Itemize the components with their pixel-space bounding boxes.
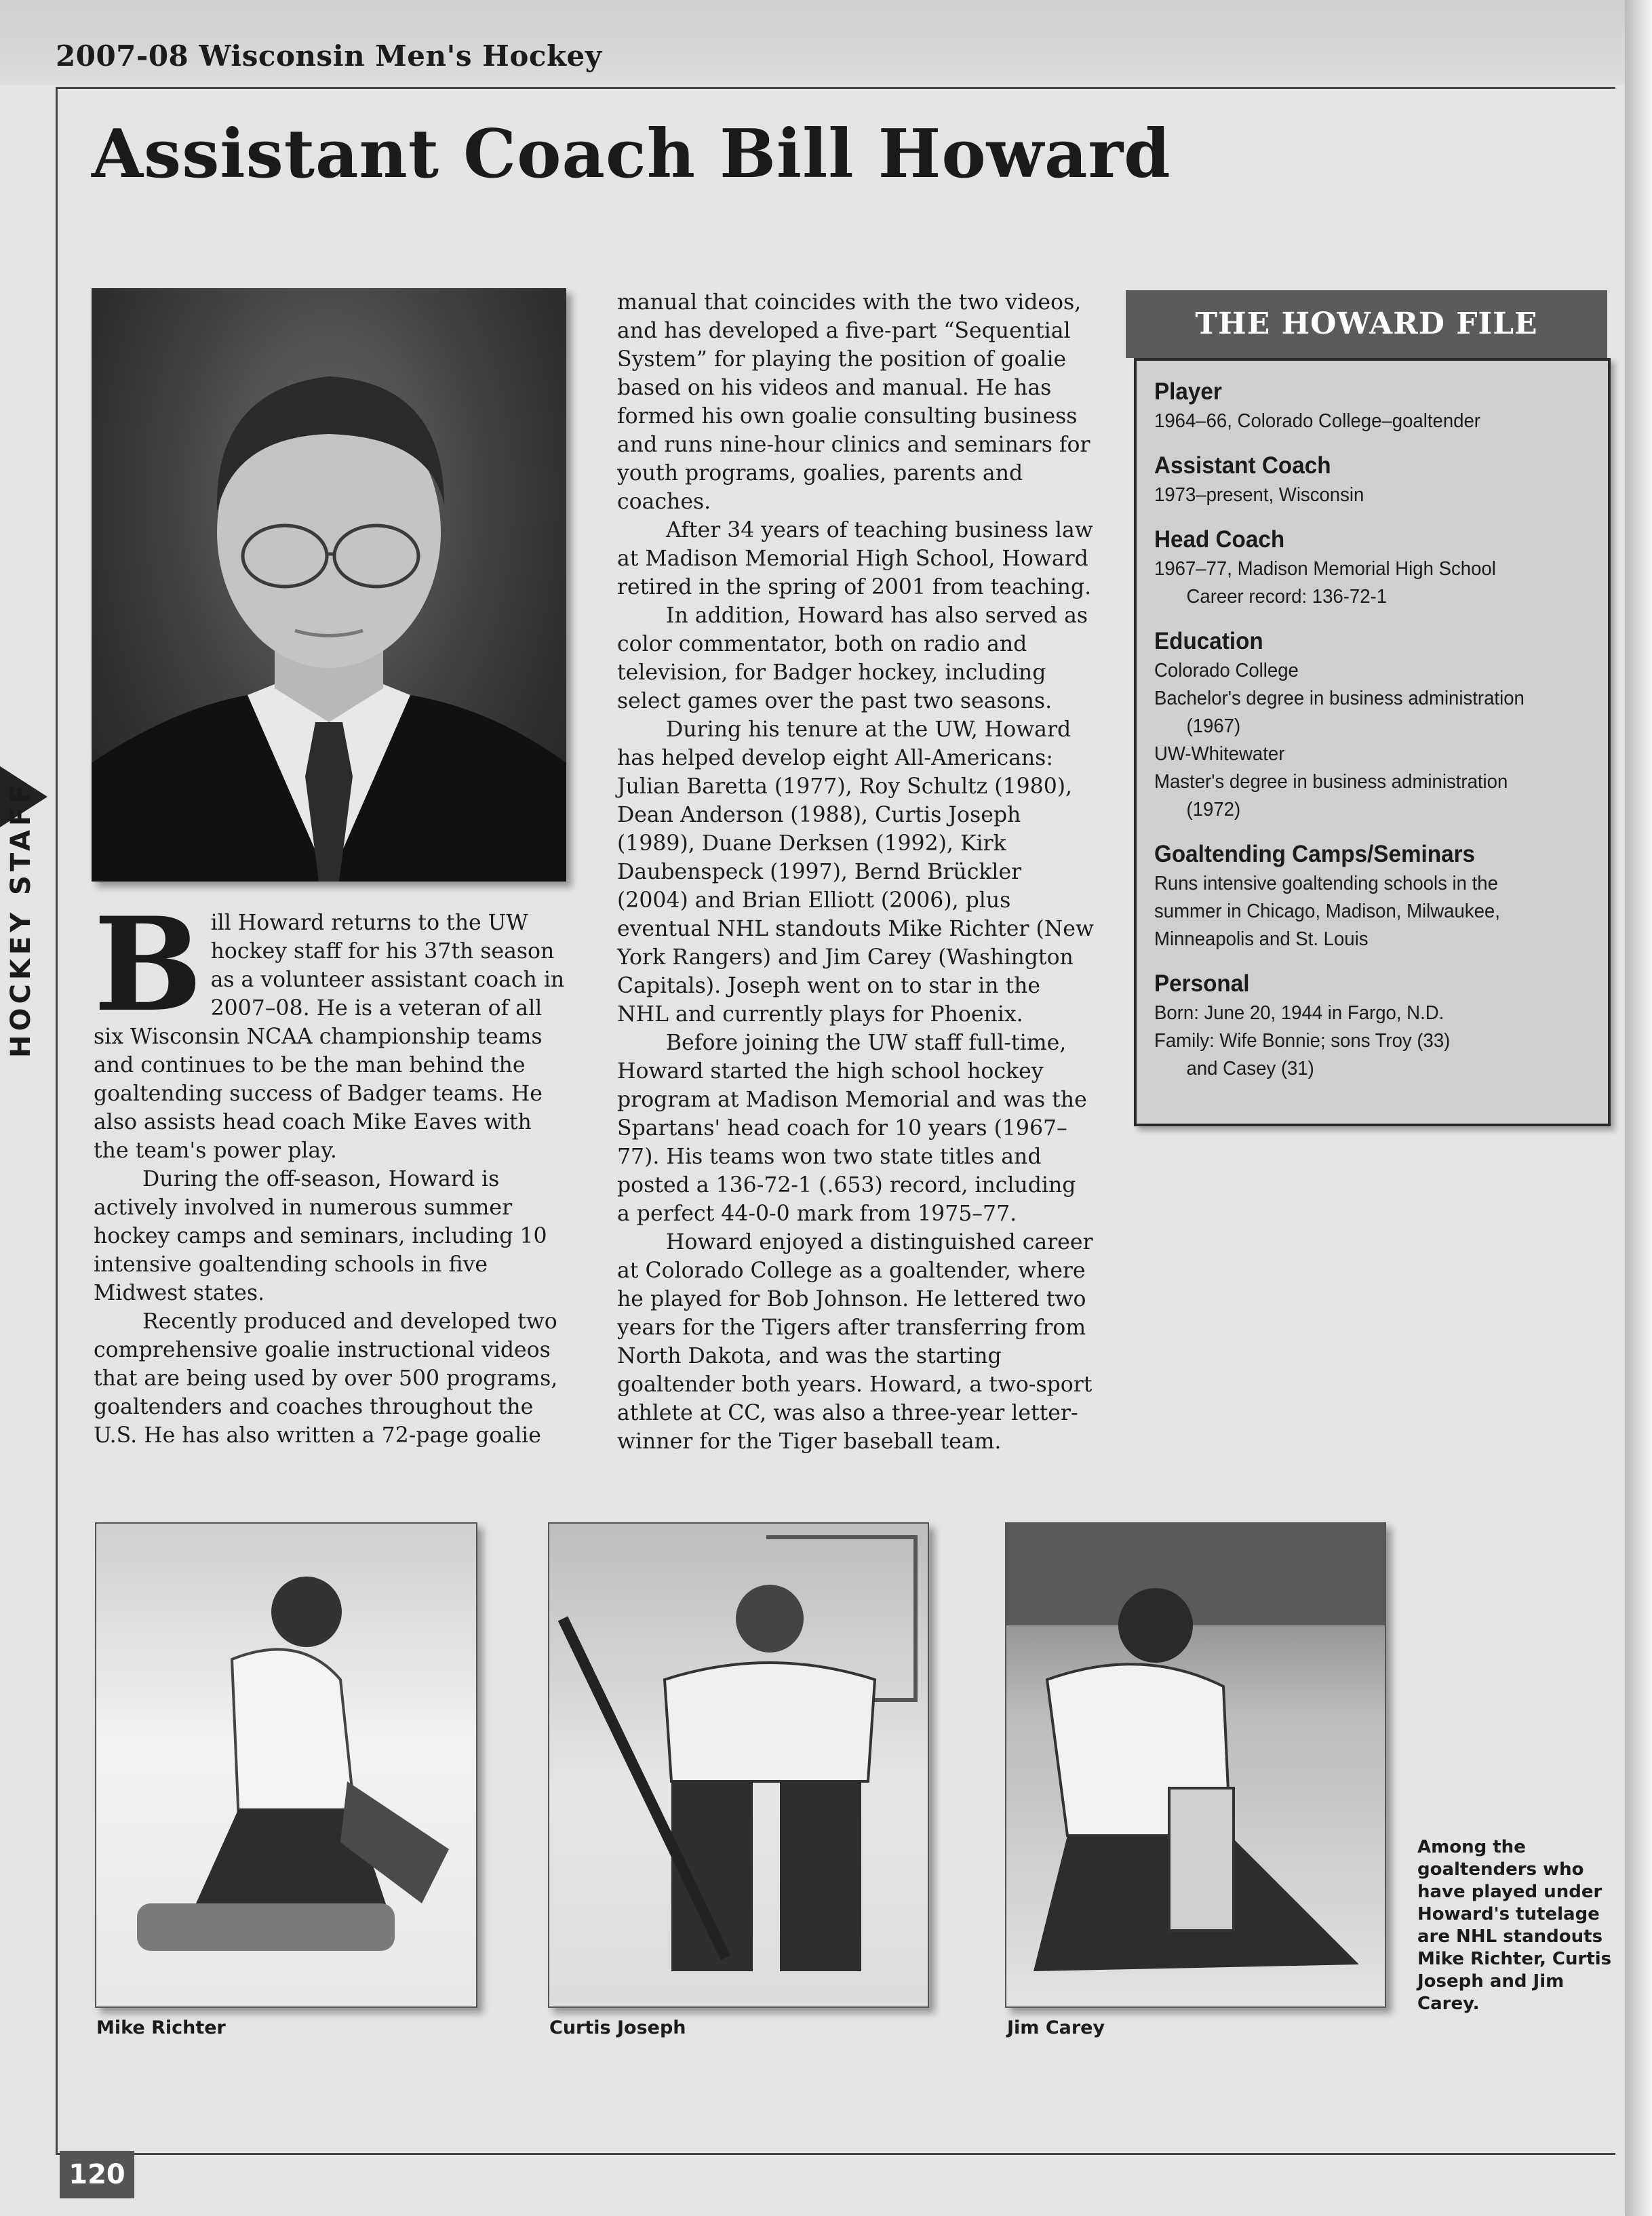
photo-caption: Jim Carey xyxy=(1007,2017,1105,2038)
file-section-assistant-coach xyxy=(1154,450,1573,509)
file-section-camps xyxy=(1154,839,1573,953)
bio-paragraph: After 34 years of teaching business law at Madison Memorial High School, Howard retired in the spring of 2001 from teaching. xyxy=(617,518,1093,599)
goalie-photo-joseph xyxy=(548,1522,929,2008)
file-line: Master's degree in business administration xyxy=(1154,771,1508,793)
bio-paragraph: ill Howard returns to the UW hockey staff for his 37th season as a volunteer assistant coach in 2007–08. He is a veteran of all six Wisconsin NCAA championship teams and continues to be the man behind the goaltending success of Badger teams. He also assists head coach Mike Eaves with the team's power play. xyxy=(94,911,565,1163)
howard-file-header: THE HOWARD FILE xyxy=(1126,290,1607,358)
bio-paragraph: Recently produced and developed two comprehensive goalie instructional videos that are being used by over 500 programs, goaltenders and coaches throughout the U.S. He has also written a 72-page goalie xyxy=(94,1309,558,1448)
bio-paragraph: Before joining the UW staff full-time, Howard started the high school hockey program at Madison Memorial and was the Spartans' head coach for 10 years (1967–77). His teams won two state titles and posted a 136-72-1 (.653) record, including a perfect 44-0-0 mark from 1975–77. xyxy=(617,1031,1087,1226)
file-heading: Goaltending Camps/Seminars xyxy=(1154,841,1476,867)
howard-file-body xyxy=(1154,376,1573,1098)
file-section-player xyxy=(1154,376,1573,435)
file-line: 1973–present, Wisconsin xyxy=(1154,484,1364,506)
file-line: Minneapolis and St. Louis xyxy=(1154,928,1369,950)
bio-paragraph: During the off-season, Howard is actively involved in numerous summer hockey camps and seminars, including 10 intensive goaltending schools in five Midwest states. xyxy=(94,1167,547,1305)
goalie-illustration xyxy=(96,1524,476,2006)
file-line: (1967) xyxy=(1186,715,1241,737)
goalie-photo-carey xyxy=(1005,1522,1386,2008)
running-head: 2007-08 Wisconsin Men's Hockey xyxy=(56,39,602,73)
bio-column-1 xyxy=(94,889,565,1450)
file-line: Born: June 20, 1944 in Fargo, N.D. xyxy=(1154,1002,1444,1024)
file-heading: Personal xyxy=(1154,970,1250,997)
file-heading: Education xyxy=(1154,628,1263,654)
file-line: UW-Whitewater xyxy=(1154,743,1285,765)
frame-line-left xyxy=(56,87,58,2155)
bio-paragraph: manual that coincides with the two videos, and has developed a five-part “Sequential System” for playing the position of goalie based on his videos and manual. He has formed his own goalie consulting business and runs nine-hour clinics and seminars for youth programs, goalies, parents and coaches. xyxy=(617,290,1090,514)
page-title: Assistant Coach Bill Howard xyxy=(92,115,1171,193)
page-number: 120 xyxy=(60,2151,134,2198)
bio-paragraph: Howard enjoyed a distinguished career at Colorado College as a goaltender, where he played for Bob Johnson. He lettered two years for the Tigers after transferring from North Dakota, and was the starting goaltender both years. Howard, a two-sport athlete at CC, was also a three-year letter-winner for the Tiger baseball team. xyxy=(617,1230,1093,1454)
file-heading: Head Coach xyxy=(1154,526,1285,553)
portrait-photo xyxy=(92,288,566,882)
file-heading: Assistant Coach xyxy=(1154,452,1331,479)
file-line: (1972) xyxy=(1186,799,1241,820)
bio-paragraph: In addition, Howard has also served as color commentator, both on radio and television, for Badger hockey, including select games over the past two seasons. xyxy=(617,604,1088,713)
frame-line-top xyxy=(56,87,1615,89)
photo-caption: Curtis Joseph xyxy=(549,2017,686,2038)
drop-cap: B xyxy=(94,889,203,1040)
frame-line-bottom xyxy=(56,2153,1615,2155)
file-line: Family: Wife Bonnie; sons Troy (33) xyxy=(1154,1030,1451,1052)
file-section-personal xyxy=(1154,968,1573,1083)
file-line: and Casey (31) xyxy=(1186,1058,1314,1080)
photos-side-caption: Among the goaltenders who have played under Howard's tutelage are NHL standouts Mike Richter, Curtis Joseph and Jim Carey. xyxy=(1417,1837,1612,2014)
file-line: 1964–66, Colorado College–goaltender xyxy=(1154,410,1480,432)
file-line: Career record: 136-72-1 xyxy=(1186,586,1388,608)
file-line: Colorado College xyxy=(1154,660,1299,681)
section-label: HOCKEY STAFF xyxy=(5,780,37,1058)
file-section-head-coach xyxy=(1154,524,1573,611)
file-heading: Player xyxy=(1154,378,1222,405)
file-line: 1967–77, Madison Memorial High School xyxy=(1154,558,1496,580)
photo-caption: Mike Richter xyxy=(96,2017,226,2038)
page-edge xyxy=(1625,0,1652,2216)
goalie-illustration xyxy=(1006,1524,1385,2006)
goalie-photo-richter xyxy=(95,1522,477,2008)
file-line: summer in Chicago, Madison, Milwaukee, xyxy=(1154,901,1500,922)
bio-column-2 xyxy=(617,288,1095,1456)
goalie-illustration xyxy=(549,1524,928,2006)
bio-paragraph: During his tenure at the UW, Howard has helped develop eight All-Americans: Julian Baretta (1977), Roy Schultz (1980), Dean Anderson (1988), Curtis Joseph (1989), Duane Derksen (1992), Kirk Daubenspeck (1997), Bernd Brückler (2004) and Brian Elliott (2006), plus eventual NHL standouts Mike Richter (New York Rangers) and Jim Carey (Washington Capitals). Joseph went on to star in the NHL and currently plays for Phoenix. xyxy=(617,717,1094,1027)
portrait-illustration xyxy=(92,288,566,882)
file-line: Runs intensive goaltending schools in the xyxy=(1154,873,1498,894)
file-section-education xyxy=(1154,626,1573,824)
file-line: Bachelor's degree in business administration xyxy=(1154,688,1525,709)
